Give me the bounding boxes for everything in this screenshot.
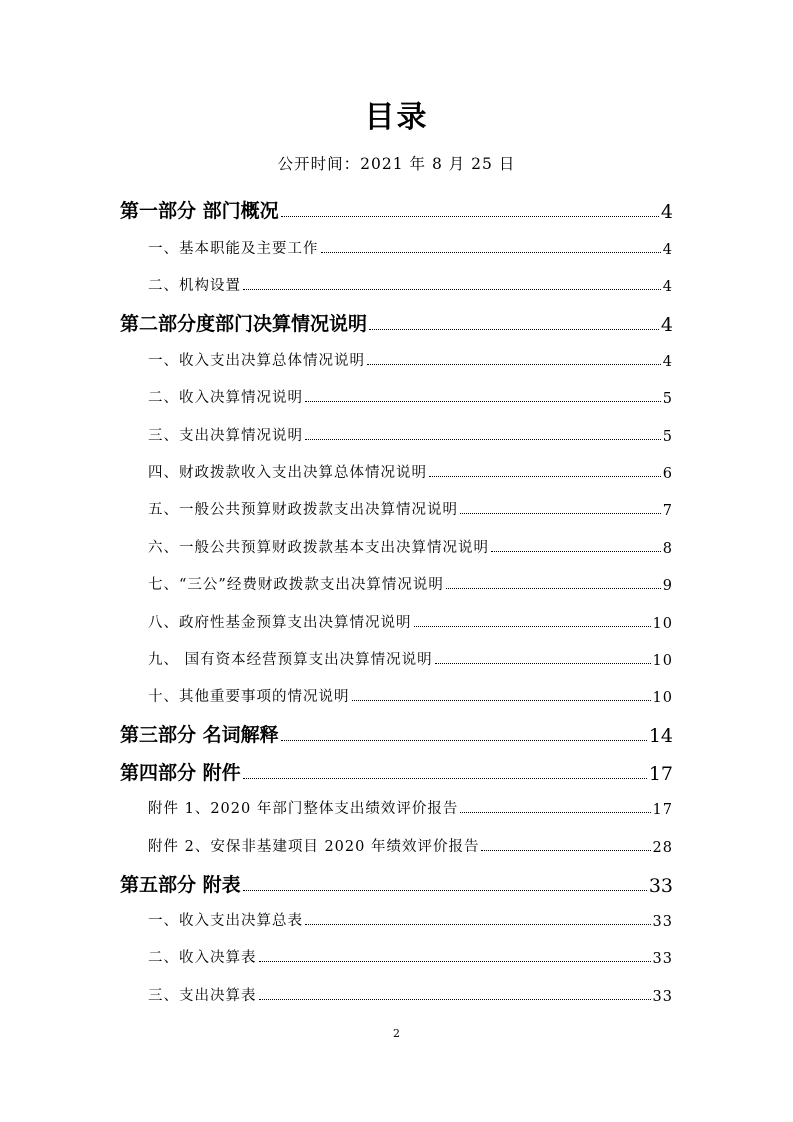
toc-leader: [305, 439, 661, 440]
toc-entry[interactable]: [148, 274, 673, 295]
toc-entry[interactable]: [148, 984, 673, 1005]
toc-label: 附件 2、安保非基建项目 2020 年绩效评价报告: [148, 839, 480, 855]
toc-leader: [481, 850, 650, 851]
toc-leader: [369, 329, 659, 330]
toc-page: 17: [652, 802, 673, 818]
toc-label: 六、一般公共预算财政拨款基本支出决算情况说明: [148, 540, 489, 556]
toc-page: 14: [648, 725, 673, 747]
publish-date: 公开时间：2021 年 8 月 25 日: [277, 155, 516, 173]
toc-page: 5: [662, 391, 673, 407]
toc-page: 5: [662, 429, 673, 445]
toc-page: 4: [662, 279, 673, 295]
toc-entry[interactable]: [148, 797, 673, 818]
toc-leader: [259, 999, 651, 1000]
toc-page: 4: [660, 201, 673, 223]
toc-label: 五、一般公共预算财政拨款支出决算情况说明: [148, 502, 458, 518]
toc-label: 第四部分 附件: [120, 762, 241, 784]
toc-label: 二、收入决算情况说明: [148, 390, 303, 406]
toc-leader: [305, 401, 661, 402]
toc-page: 33: [652, 914, 673, 930]
page-title: 目录: [364, 100, 429, 135]
toc-entry[interactable]: [148, 536, 673, 557]
toc-label: 二、收入决算表: [148, 950, 257, 966]
toc-page: 4: [660, 314, 673, 336]
toc-page: 10: [652, 616, 673, 632]
toc-leader: [491, 551, 661, 552]
toc-leader: [460, 812, 650, 813]
toc-entry-part4[interactable]: [120, 758, 673, 785]
toc-page: 9: [662, 578, 673, 594]
toc-label: 八、政府性基金预算支出决算情况说明: [148, 615, 412, 631]
toc-label: 第三部分 名词解释: [120, 724, 279, 746]
toc-entry[interactable]: [148, 685, 673, 706]
toc-leader: [446, 588, 661, 589]
toc-entry[interactable]: [148, 946, 673, 967]
toc-leader: [429, 476, 661, 477]
toc-page: 4: [662, 354, 673, 370]
toc-label: 第一部分 部门概况: [120, 200, 279, 222]
toc-leader: [321, 252, 661, 253]
toc-label: 附件 1、2020 年部门整体支出绩效评价报告: [148, 801, 459, 817]
toc-entry-part1[interactable]: [120, 196, 673, 223]
toc-entry[interactable]: [148, 237, 673, 258]
toc-page: 10: [652, 690, 673, 706]
toc-label: 二、机构设置: [148, 278, 241, 294]
toc-leader: [281, 740, 647, 741]
toc-leader: [367, 364, 661, 365]
toc-label: 十、其他重要事项的情况说明: [148, 689, 350, 705]
toc-leader: [243, 778, 647, 779]
toc-entry[interactable]: [148, 498, 673, 519]
toc-entry[interactable]: [148, 611, 673, 632]
toc-label: 第五部分 附表: [120, 874, 241, 896]
toc-page: 33: [648, 875, 673, 897]
toc-label: 一、收入支出决算总体情况说明: [148, 353, 365, 369]
toc-label: 三、支出决算情况说明: [148, 428, 303, 444]
toc-label: 七、“三公”经费财政拨款支出决算情况说明: [148, 577, 444, 593]
toc-entry[interactable]: [148, 349, 673, 370]
toc-label: 四、财政拨款收入支出决算总体情况说明: [148, 465, 427, 481]
toc-leader: [352, 700, 651, 701]
toc-entry[interactable]: [148, 835, 673, 856]
toc-leader: [435, 663, 651, 664]
toc-entry-part2[interactable]: [120, 309, 673, 336]
toc-page: 6: [662, 466, 673, 482]
toc-page: 7: [662, 503, 673, 519]
toc-leader: [259, 961, 651, 962]
toc-label: 一、基本职能及主要工作: [148, 241, 319, 257]
toc-page: 4: [662, 242, 673, 258]
toc-entry[interactable]: [148, 461, 673, 482]
toc-leader: [460, 513, 661, 514]
toc-page: 10: [652, 653, 673, 669]
toc-leader: [243, 890, 647, 891]
toc-page: 33: [652, 989, 673, 1005]
page-number: 2: [393, 1027, 400, 1040]
toc-entry[interactable]: [148, 909, 673, 930]
toc-entry-part3[interactable]: [120, 720, 673, 747]
toc-entry[interactable]: [148, 386, 673, 407]
toc-page: 33: [652, 951, 673, 967]
toc-page: 28: [652, 840, 673, 856]
toc-label: 九、 国有资本经营预算支出决算情况说明: [148, 652, 433, 668]
toc-leader: [281, 216, 659, 217]
toc-page: 17: [648, 763, 673, 785]
toc-entry[interactable]: [148, 573, 673, 594]
toc-entry[interactable]: [148, 648, 673, 669]
toc-leader: [243, 289, 661, 290]
toc-entry-part5[interactable]: [120, 870, 673, 897]
toc-entry[interactable]: [148, 424, 673, 445]
toc-label: 一、收入支出决算总表: [148, 913, 303, 929]
toc-leader: [414, 626, 651, 627]
toc-page: 8: [662, 541, 673, 557]
toc-leader: [305, 924, 651, 925]
toc-label: 三、支出决算表: [148, 988, 257, 1004]
toc-label: 第二部分度部门决算情况说明: [120, 313, 368, 335]
